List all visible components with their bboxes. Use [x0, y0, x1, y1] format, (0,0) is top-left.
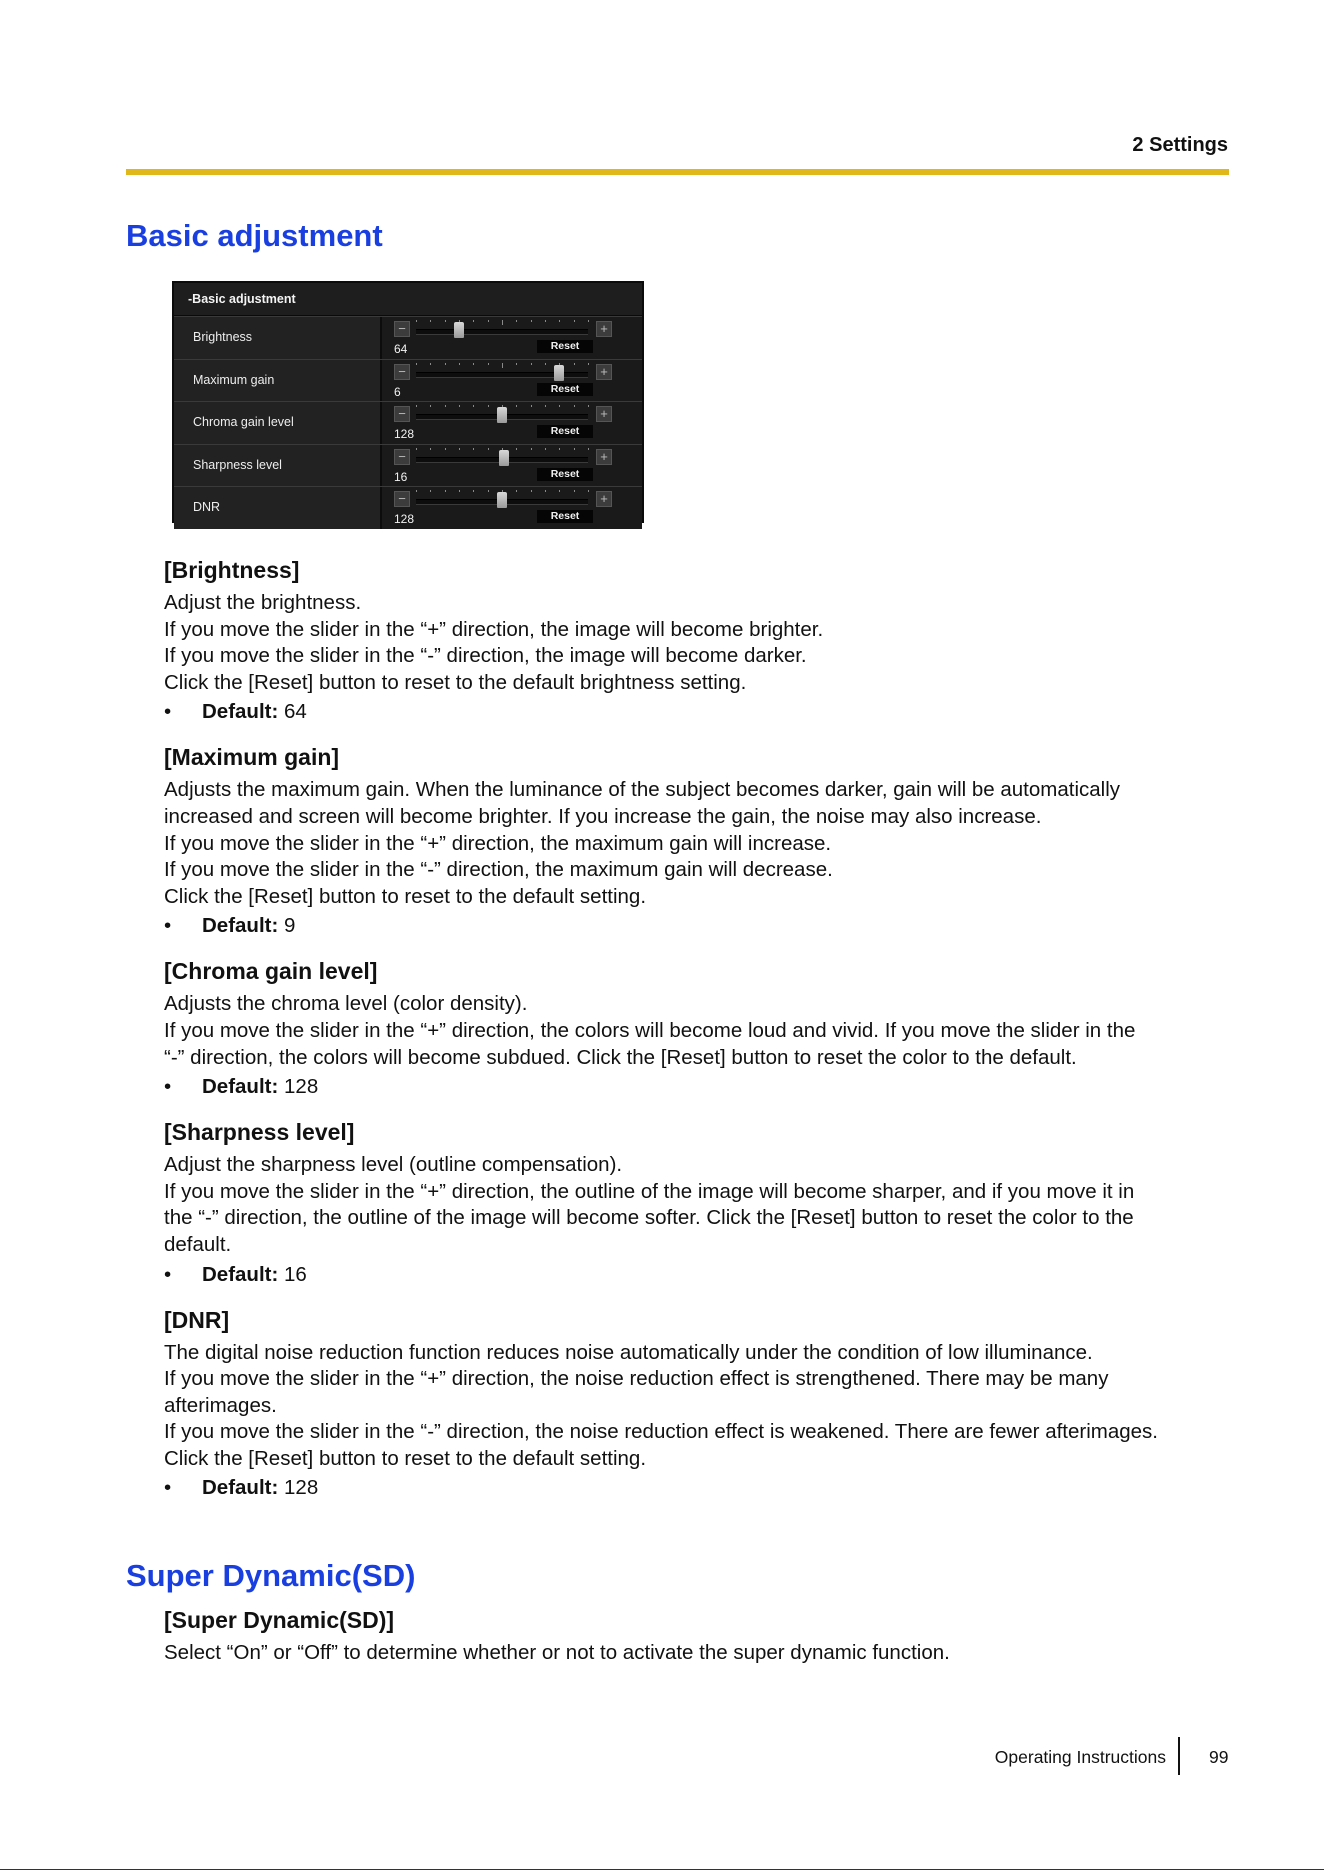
reset-button[interactable]: Reset	[537, 468, 593, 481]
plus-button[interactable]: +	[596, 491, 612, 507]
panel-row	[174, 316, 642, 359]
slider-thumb[interactable]	[497, 407, 507, 423]
section-text-line: default.	[164, 1232, 232, 1256]
plus-button[interactable]: +	[596, 449, 612, 465]
bullet-icon: •	[164, 700, 172, 724]
footer-label: Operating Instructions	[994, 1747, 1166, 1767]
setting-section	[164, 1305, 1244, 1503]
panel-row-label: Brightness	[174, 317, 382, 359]
default-value: 128	[284, 1075, 319, 1099]
default-value: 9	[284, 914, 296, 938]
plus-button[interactable]: +	[596, 364, 612, 380]
setting-section	[164, 956, 1244, 1101]
slider-thumb[interactable]	[454, 322, 464, 338]
section-text-line: Adjusts the chroma level (color density).	[164, 992, 528, 1016]
panel-row-label: Sharpness level	[174, 445, 382, 487]
slider-value: 16	[394, 469, 408, 484]
section-heading: [DNR]	[164, 1306, 230, 1333]
bullet-icon: •	[164, 1075, 172, 1099]
slider-value: 6	[394, 384, 401, 399]
reset-button[interactable]: Reset	[537, 340, 593, 353]
section-text-line: Click the [Reset] button to reset to the default setting.	[164, 1446, 647, 1470]
sd-line: Select “On” or “Off” to determine whether or not to activate the super dynamic function.	[164, 1641, 950, 1664]
page-number: 99	[1209, 1747, 1229, 1767]
section-text-line: afterimages.	[164, 1393, 277, 1417]
section-text-line: If you move the slider in the “-” direction, the image will become darker.	[164, 644, 807, 668]
default-label: Default:	[202, 914, 279, 938]
reset-button[interactable]: Reset	[537, 383, 593, 396]
bullet-icon: •	[164, 1476, 172, 1500]
running-header: 2 Settings	[1132, 134, 1228, 156]
default-value: 16	[284, 1262, 307, 1286]
default-item	[164, 1474, 1244, 1502]
section-text-line: If you move the slider in the “+” direction, the colors will become loud and vivid. If you move the slider in the	[164, 1018, 1136, 1042]
slider-control	[382, 487, 642, 529]
sd-heading: [Super Dynamic(SD)]	[164, 1607, 395, 1633]
content	[164, 555, 1244, 1518]
plus-button[interactable]: +	[596, 406, 612, 422]
default-value: 64	[284, 700, 307, 724]
default-label: Default:	[202, 1476, 279, 1500]
section-text-line: If you move the slider in the “-” direction, the noise reduction effect is weakened. There are fewer afterimages.	[164, 1420, 1158, 1444]
slider-control	[382, 317, 642, 359]
default-label: Default:	[202, 1075, 279, 1099]
heading-basic-adjustment: Basic adjustment	[126, 218, 383, 253]
section-text-line: Click the [Reset] button to reset to the default setting.	[164, 884, 647, 908]
default-label: Default:	[202, 1262, 279, 1286]
section-text-line: “-” direction, the colors will become subdued. Click the [Reset] button to reset the color to the default.	[164, 1045, 1077, 1069]
minus-button[interactable]: −	[394, 491, 410, 507]
bullet-icon: •	[164, 1262, 172, 1286]
default-item	[164, 1261, 1244, 1289]
slider-value: 128	[394, 427, 415, 441]
slider-value: 128	[394, 512, 415, 526]
slider-control	[382, 445, 642, 487]
header-rule	[126, 169, 1229, 175]
default-item	[164, 698, 1244, 726]
default-item	[164, 912, 1244, 940]
reset-button[interactable]: Reset	[537, 425, 593, 438]
slider-thumb[interactable]	[497, 492, 507, 508]
panel-row-label: DNR	[174, 487, 382, 529]
minus-button[interactable]: −	[394, 364, 410, 380]
panel-row-label: Maximum gain	[174, 360, 382, 402]
section-text-line: Adjust the brightness.	[164, 591, 362, 614]
section-text-line: Click the [Reset] button to reset to the default brightness setting.	[164, 670, 747, 694]
slider-thumb[interactable]	[554, 365, 564, 381]
section-text-line: If you move the slider in the “+” direction, the image will become brighter.	[164, 617, 824, 641]
heading-super-dynamic: Super Dynamic(SD)	[126, 1558, 416, 1593]
section-text-line: If you move the slider in the “-” direction, the maximum gain will decrease.	[164, 858, 833, 882]
minus-button[interactable]: −	[394, 449, 410, 465]
minus-button[interactable]: −	[394, 406, 410, 422]
section-heading: [Maximum gain]	[164, 744, 340, 771]
super-dynamic-section	[164, 1605, 1244, 1667]
bottom-line	[0, 1869, 1324, 1870]
section-text-line: If you move the slider in the “+” direction, the outline of the image will become sharper, and if you move it in	[164, 1179, 1135, 1203]
section-text-line: Adjust the sharpness level (outline compensation).	[164, 1153, 623, 1177]
panel-title: -Basic adjustment	[174, 283, 642, 316]
plus-button[interactable]: +	[596, 321, 612, 337]
panel-row	[174, 401, 642, 444]
section-heading: [Brightness]	[164, 557, 300, 583]
bullet-icon: •	[164, 914, 172, 938]
section-heading: [Chroma gain level]	[164, 958, 378, 985]
section-text-line: increased and screen will become brighter. If you increase the gain, the noise may also increase.	[164, 804, 1042, 828]
slider-thumb[interactable]	[499, 450, 509, 466]
panel-row	[174, 359, 642, 402]
slider-control	[382, 360, 642, 402]
setting-section	[164, 1117, 1244, 1288]
basic-adjustment-panel	[172, 281, 644, 526]
section-heading: [Sharpness level]	[164, 1119, 355, 1146]
panel-row-label: Chroma gain level	[174, 402, 382, 444]
section-text-line: the “-” direction, the outline of the image will become softer. Click the [Reset] button to reset the color to the	[164, 1206, 1134, 1230]
panel-row	[174, 444, 642, 487]
minus-button[interactable]: −	[394, 321, 410, 337]
default-value: 128	[284, 1476, 319, 1500]
default-item	[164, 1073, 1244, 1101]
slider-ticks	[416, 320, 588, 325]
section-text-line: If you move the slider in the “+” direction, the noise reduction effect is strengthened. There may be many	[164, 1367, 1109, 1391]
footer-rule	[1178, 1737, 1180, 1775]
reset-button[interactable]: Reset	[537, 510, 593, 523]
slider-control	[382, 402, 642, 444]
section-text-line: The digital noise reduction function reduces noise automatically under the condition of low illuminance.	[164, 1340, 1093, 1364]
panel-row	[174, 486, 642, 529]
setting-section	[164, 555, 1244, 726]
setting-section	[164, 742, 1244, 940]
section-text-line: If you move the slider in the “+” direction, the maximum gain will increase.	[164, 831, 832, 855]
default-label: Default:	[202, 700, 279, 724]
section-text-line: Adjusts the maximum gain. When the luminance of the subject becomes darker, gain will be automatically	[164, 778, 1121, 802]
slider-value: 64	[394, 342, 408, 356]
slider-track[interactable]	[416, 329, 588, 335]
